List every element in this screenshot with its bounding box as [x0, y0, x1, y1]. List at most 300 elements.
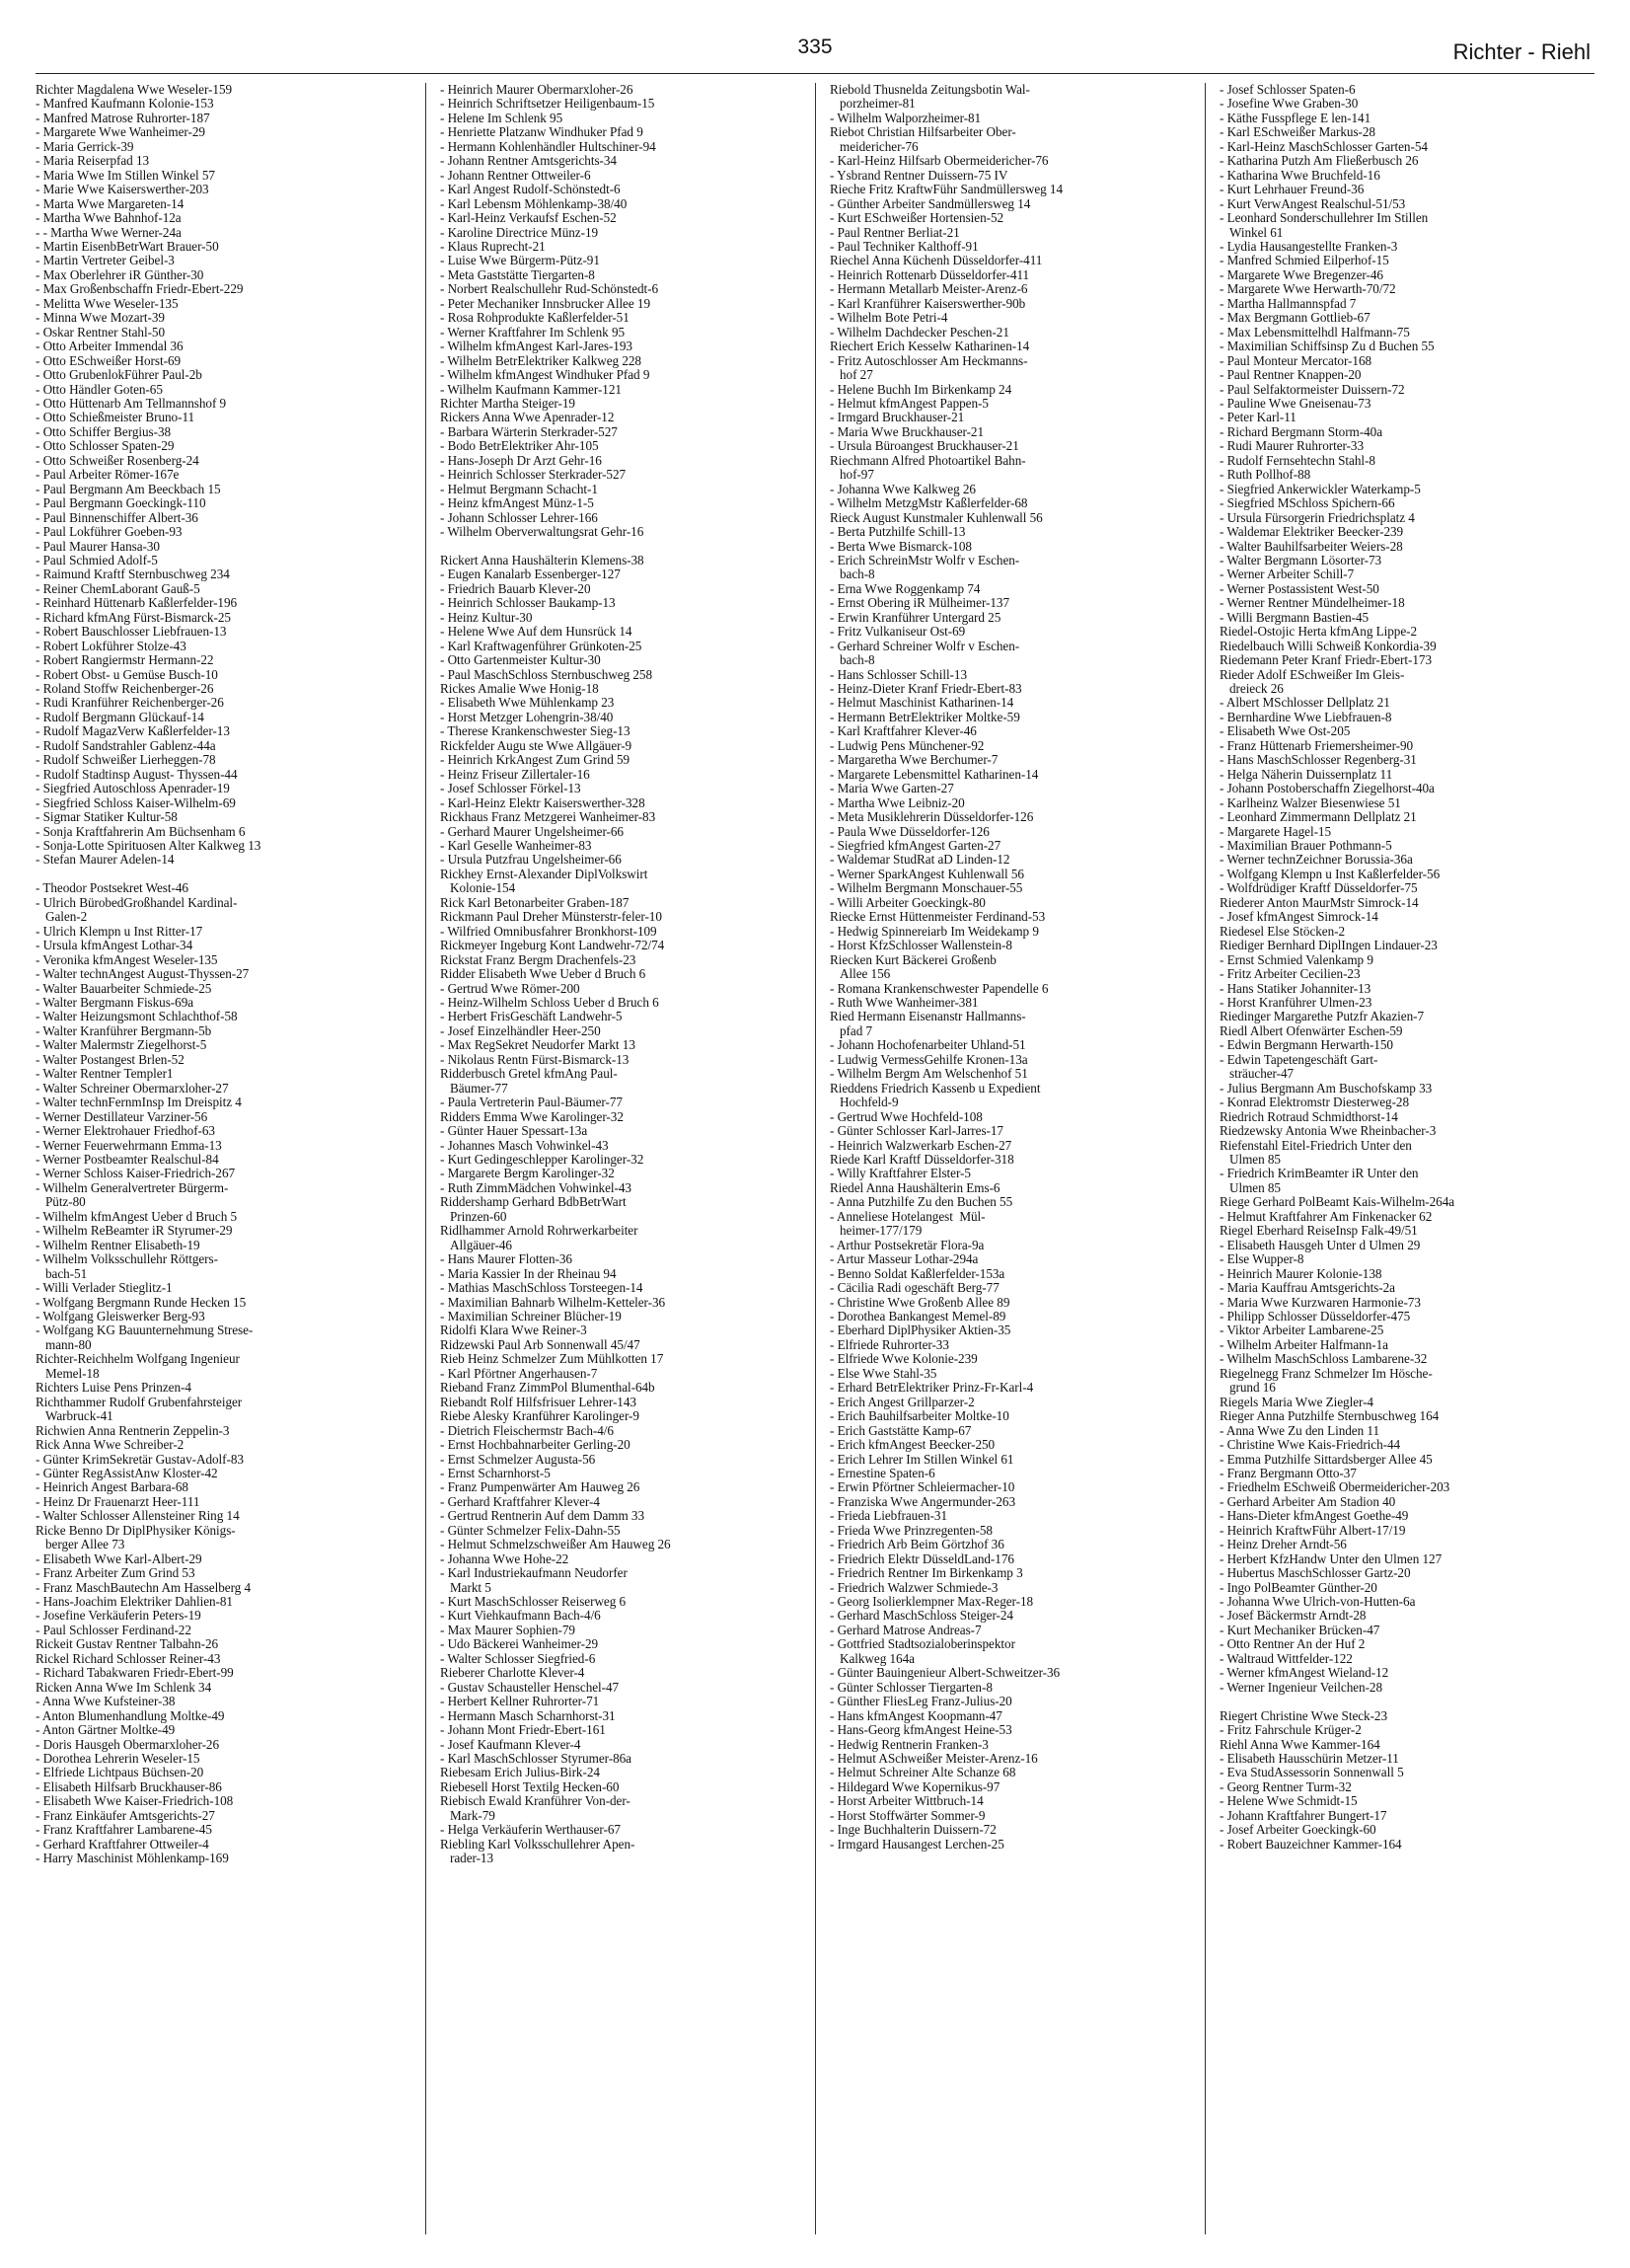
directory-entry: - Ruth ZimmMädchen Vohwinkel-43	[440, 1179, 631, 1195]
directory-entry: - Willi Verlader Stieglitz-1	[36, 1280, 173, 1296]
directory-entry: Ridder Elisabeth Wwe Ueber d Bruch 6	[440, 966, 646, 982]
directory-entry: - Theodor Postsekret West-46	[36, 880, 188, 896]
directory-entry: - Friedhelm ESchweiß Obermeidericher-203	[1220, 1479, 1450, 1495]
directory-entry: Riederer Anton MaurMstr Simrock-14	[1220, 894, 1419, 910]
directory-entry: - Bernhardine Wwe Liebfrauen-8	[1220, 709, 1392, 724]
directory-entry: - Heinz Kultur-30	[440, 609, 533, 625]
directory-entry: - Erhard BetrElektriker Prinz-Fr-Karl-4	[830, 1380, 1034, 1396]
directory-entry: - Kurt Mechaniker Brücken-47	[1220, 1622, 1380, 1637]
directory-entry: - Martha Hallmannspfad 7	[1220, 295, 1357, 311]
directory-entry: - Walter Bergmann Fiskus-69a	[36, 995, 194, 1010]
directory-entry: - Katharina Putzh Am Fließerbusch 26	[1220, 153, 1419, 169]
directory-entry: - Johanna Wwe Hohe-22	[440, 1550, 569, 1566]
directory-entry: - Irmgard Bruckhauser-21	[830, 410, 965, 425]
directory-entry: Riebot Christian Hilfsarbeiter Ober-	[830, 124, 1016, 140]
directory-entry: - Karl-Heinz Verkaufsf Eschen-52	[440, 210, 617, 226]
directory-entry: - Max Lebensmittelhdl Halfmann-75	[1220, 324, 1410, 340]
directory-entry: - Leonhard Sonderschullehrer Im Stillen	[1220, 210, 1429, 226]
directory-entry: - Meta Gaststätte Tiergarten-8	[440, 266, 595, 282]
directory-entry: - Heinz Dr Frauenarzt Heer-111	[36, 1493, 200, 1509]
column-4	[1205, 83, 1594, 2234]
directory-entry: - Horst Stoffwärter Sommer-9	[830, 1807, 986, 1823]
directory-entry: - Mathias MaschSchloss Torsteegen-14	[440, 1280, 643, 1296]
directory-entry: - Kurt VerwAngest Realschul-51/53	[1220, 195, 1406, 211]
directory-entry: - Helga Näherin Duissernplatz 11	[1220, 766, 1393, 782]
directory-entry: - Karl Pförtner Angerhausen-7	[440, 1365, 598, 1381]
directory-entry: - Irmgard Hausangest Lerchen-25	[830, 1836, 1004, 1852]
directory-entry: - Erwin Pförtner Schleiermacher-10	[830, 1479, 1015, 1495]
directory-entry: - Willy Kraftfahrer Elster-5	[830, 1166, 971, 1181]
directory-entry: - Fritz Fahrschule Krüger-2	[1220, 1722, 1362, 1738]
directory-entry: - Walter Kranführer Bergmann-5b	[36, 1022, 212, 1038]
directory-entry: - Hermann Metallarb Meister-Arenz-6	[830, 281, 1028, 297]
directory-entry: - Franz Arbeiter Zum Grind 53	[36, 1565, 195, 1581]
directory-entry: Ried Hermann Eisenanstr Hallmanns-	[830, 1009, 1026, 1024]
directory-entry: - Manfred Kaufmann Kolonie-153	[36, 96, 214, 112]
directory-entry: - Karoline Directrice Münz-19	[440, 224, 599, 240]
directory-entry: Rickes Amalie Wwe Honig-18	[440, 681, 599, 697]
directory-entry: - Gerhard Maurer Ungelsheimer-66	[440, 823, 624, 839]
directory-entry: - Max Großenbschaffn Friedr-Ebert-229	[36, 281, 244, 297]
directory-entry: - Josefine Wwe Graben-30	[1220, 96, 1359, 112]
directory-entry: - Margarete Wwe Bregenzer-46	[1220, 266, 1383, 282]
directory-entry: Riebisch Ewald Kranführer Von-der-	[440, 1793, 630, 1809]
directory-entry: - Anna Wwe Kufsteiner-38	[36, 1694, 176, 1709]
directory-entry: - Helene Wwe Auf dem Hunsrück 14	[440, 624, 632, 640]
directory-entry: - Julius Bergmann Am Buschofskamp 33	[1220, 1080, 1433, 1096]
directory-entry: - Hedwig Rentnerin Franken-3	[830, 1736, 989, 1752]
directory-entry: - Ernst Hochbahnarbeiter Gerling-20	[440, 1437, 630, 1453]
directory-entry: - Johanna Wwe Kalkweg 26	[830, 481, 976, 496]
directory-entry: sträucher-47	[1229, 1066, 1295, 1082]
directory-entry: - Cäcilia Radi ogeschäft Berg-77	[830, 1280, 1000, 1296]
directory-entry: grund 16	[1229, 1380, 1276, 1396]
directory-entry: - Heinrich Angest Barbara-68	[36, 1479, 188, 1495]
directory-entry: - Ysbrand Rentner Duissern-75 IV	[830, 167, 1008, 183]
directory-entry: - Rudi Maurer Ruhrorter-33	[1220, 438, 1365, 454]
directory-entry: - Günter Bauingenieur Albert-Schweitzer-36	[830, 1665, 1061, 1681]
directory-entry: - Elisabeth Wwe Kaiser-Friedrich-108	[36, 1793, 234, 1809]
directory-entry: - Erich SchreinMstr Wolfr v Eschen-	[830, 552, 1020, 567]
directory-entry: - Edwin Tapetengeschäft Gart-	[1220, 1051, 1378, 1067]
directory-entry: - Erich Lehrer Im Stillen Winkel 61	[830, 1451, 1014, 1467]
directory-entry: - Werner kfmAngest Wieland-12	[1220, 1665, 1389, 1681]
directory-entry: Riedl Albert Ofenwärter Eschen-59	[1220, 1022, 1403, 1038]
directory-entry: - Paul Rentner Knappen-20	[1220, 367, 1362, 383]
directory-entry: Rieberer Charlotte Klever-4	[440, 1665, 585, 1681]
directory-entry: Warbruck-41	[45, 1408, 113, 1424]
directory-entry: - Helga Verkäuferin Werthauser-67	[440, 1822, 621, 1838]
directory-entry: - Friedrich Bauarb Klever-20	[440, 580, 591, 596]
directory-entry	[1220, 1695, 1587, 1708]
directory-entry	[36, 868, 417, 881]
directory-entry: Mark-79	[450, 1807, 495, 1823]
directory-entry: - Emma Putzhilfe Sittardsberger Allee 45	[1220, 1451, 1433, 1467]
directory-entry: - Walter Malermstr Ziegelhorst-5	[36, 1037, 207, 1053]
directory-entry: - Josef kfmAngest Simrock-14	[1220, 909, 1378, 925]
directory-entry: - Gerhard MaschSchloss Steiger-24	[830, 1608, 1013, 1624]
directory-entry: - Manfred Schmied Eilperhof-15	[1220, 253, 1389, 268]
directory-entry: Riediger Bernhard DiplIngen Lindauer-23	[1220, 938, 1438, 953]
directory-entry: - Heinrich Schlosser Sterkrader-527	[440, 467, 627, 483]
directory-entry: - Kurt Gedingeschlepper Karolinger-32	[440, 1151, 644, 1167]
directory-entry: - Walter Bauarbeiter Schmiede-25	[36, 980, 212, 996]
column-1	[36, 83, 425, 2234]
directory-entry: - Paul Techniker Kalthoff-91	[830, 238, 979, 254]
directory-entry: Galen-2	[45, 909, 88, 925]
directory-entry: - Willi Arbeiter Goeckingk-80	[830, 894, 986, 910]
directory-entry: - Walter Heizungsmont Schlachthof-58	[36, 1009, 238, 1024]
directory-entry: - Josef Kaufmann Klever-4	[440, 1736, 581, 1752]
columns-container	[36, 83, 1594, 2234]
directory-entry: - Gustav Schausteller Henschel-47	[440, 1679, 620, 1695]
directory-entry: - Maria Kauffrau Amtsgerichts-2a	[1220, 1280, 1395, 1296]
directory-entry: - Helmut kfmAngest Pappen-5	[830, 395, 989, 411]
directory-entry: - Artur Masseur Lothar-294a	[830, 1251, 979, 1267]
directory-entry: - Rudi Kranführer Reichenberger-26	[36, 695, 224, 711]
directory-entry: - Heinrich Rottenarb Düsseldorfer-411	[830, 266, 1030, 282]
directory-entry: - Raimund Kraftf Sternbuschweg 234	[36, 567, 230, 582]
directory-entry: - Margarete Bergm Karolinger-32	[440, 1166, 615, 1181]
directory-entry: - Werner Kraftfahrer Im Schlenk 95	[440, 324, 626, 340]
directory-entry: - Günter Schlosser Karl-Jarres-17	[830, 1123, 1003, 1139]
directory-entry: - Margarete Hagel-15	[1220, 823, 1331, 839]
directory-entry: - Paul Rentner Berliat-21	[830, 224, 960, 240]
directory-entry: - Wilhelm Volksschullehr Röttgers-	[36, 1251, 218, 1267]
directory-entry: - Manfred Matrose Ruhrorter-187	[36, 110, 210, 125]
directory-entry: - Hans Maurer Flotten-36	[440, 1251, 572, 1267]
directory-entry: Richwien Anna Rentnerin Zeppelin-3	[36, 1422, 230, 1438]
directory-entry: Rieddens Friedrich Kassenb u Expedient	[830, 1080, 1041, 1096]
directory-entry: - Anton Blumenhandlung Moltke-49	[36, 1707, 225, 1723]
directory-entry: Riedel-Ostojic Herta kfmAng Lippe-2	[1220, 624, 1418, 640]
directory-entry: - Helene Im Schlenk 95	[440, 110, 563, 125]
directory-entry: Memel-18	[45, 1365, 100, 1381]
directory-entry: - Christine Wwe Kais-Friedrich-44	[1220, 1437, 1401, 1453]
directory-entry: - Rudolf Fernsehtechn Stahl-8	[1220, 452, 1375, 468]
directory-entry: Ulmen 85	[1229, 1179, 1281, 1195]
directory-entry: berger Allee 73	[45, 1537, 125, 1552]
directory-entry: - Else Wupper-8	[1220, 1251, 1304, 1267]
directory-entry: - Karl-Heinz MaschSchlosser Garten-54	[1220, 138, 1428, 154]
directory-entry: Bäumer-77	[450, 1080, 508, 1096]
directory-entry: - Margarete Wwe Wanheimer-29	[36, 124, 205, 140]
directory-entry: - Wilhelm Arbeiter Halfmann-1a	[1220, 1336, 1388, 1352]
directory-entry: - Ernst Scharnhorst-5	[440, 1465, 551, 1480]
directory-entry: - Otto Arbeiter Immendal 36	[36, 339, 184, 354]
directory-entry: - Karl Kranführer Kaiserswerther-90b	[830, 295, 1026, 311]
directory-entry: - Horst KfzSchlosser Wallenstein-8	[830, 938, 1012, 953]
directory-entry: - Kurt ESchweißer Hortensien-52	[830, 210, 1004, 226]
directory-entry: - Meta Musiklehrerin Düsseldorfer-126	[830, 809, 1034, 825]
directory-entry: - Karl-Heinz Hilfsarb Obermeidericher-76	[830, 153, 1049, 169]
directory-entry: - Helmut Schreiner Alte Schanze 68	[830, 1765, 1016, 1780]
directory-entry: - Wilhelm kfmAngest Ueber d Bruch 5	[36, 1208, 238, 1224]
directory-entry: - Erna Wwe Roggenkamp 74	[830, 580, 981, 596]
directory-entry: - Otto Schweißer Rosenberg-24	[36, 452, 199, 468]
directory-entry: - Friedrich Walzwer Schmiede-3	[830, 1579, 999, 1595]
directory-entry: - Günter Hauer Spessart-13a	[440, 1123, 588, 1139]
directory-entry: - Elisabeth Wwe Mühlenkamp 23	[440, 695, 615, 711]
directory-entry: - Elisabeth Hausschürin Metzer-11	[1220, 1751, 1399, 1767]
directory-entry: rader-13	[450, 1851, 493, 1866]
directory-entry: Kalkweg 164a	[840, 1650, 915, 1666]
directory-entry: mann-80	[45, 1336, 92, 1352]
directory-entry: - Fritz Autoschlosser Am Heckmanns-	[830, 352, 1028, 368]
directory-entry: Riefenstahl Eitel-Friedrich Unter den	[1220, 1137, 1412, 1153]
directory-entry: - Kurt Lehrhauer Freund-36	[1220, 182, 1365, 197]
directory-entry: - Günter KrimSekretär Gustav-Adolf-83	[36, 1451, 244, 1467]
directory-entry: - Karl ESchweißer Markus-28	[1220, 124, 1375, 140]
directory-entry: Rick Karl Betonarbeiter Graben-187	[440, 894, 630, 910]
directory-entry: - Rudolf Bergmann Glückauf-14	[36, 709, 204, 724]
directory-entry: Riddershamp Gerhard BdbBetrWart	[440, 1194, 627, 1210]
directory-entry: - Karl Angest Rudolf-Schönstedt-6	[440, 182, 621, 197]
directory-entry: - Pauline Wwe Gneisenau-73	[1220, 395, 1371, 411]
directory-entry: - Josef Einzelhändler Heer-250	[440, 1022, 601, 1038]
directory-entry: - Waldemar Elektriker Beecker-239	[1220, 524, 1404, 540]
directory-entry: - Anton Gärtner Moltke-49	[36, 1722, 176, 1738]
directory-entry: - Helmut Maschinist Katharinen-14	[830, 695, 1014, 711]
directory-entry: - Franz Pumpenwärter Am Hauweg 26	[440, 1479, 640, 1495]
directory-entry: - Leonhard Zimmermann Dellplatz 21	[1220, 809, 1417, 825]
directory-entry: - Rudolf Stadtinsp August- Thyssen-44	[36, 766, 238, 782]
directory-entry: - Friedrich Arb Beim Görtzhof 36	[830, 1537, 1004, 1552]
directory-entry: - Paul Maurer Hansa-30	[36, 538, 160, 554]
directory-entry: - Robert Lokführer Stolze-43	[36, 638, 186, 653]
directory-entry: - Franz Einkäufer Amtsgerichts-27	[36, 1807, 215, 1823]
directory-entry: - Elisabeth Wwe Karl-Albert-29	[36, 1550, 202, 1566]
directory-entry: - Gertrud Rentnerin Auf dem Damm 33	[440, 1508, 645, 1524]
directory-entry: dreieck 26	[1229, 681, 1284, 697]
directory-entry: - Dorothea Lehrerin Weseler-15	[36, 1751, 200, 1767]
directory-entry: - Sonja-Lotte Spirituosen Alter Kalkweg 13	[36, 838, 261, 854]
directory-entry: - Helmut ASchweißer Meister-Arenz-16	[830, 1751, 1038, 1767]
directory-entry: - Paul Binnenschiffer Albert-36	[36, 509, 198, 525]
directory-entry: Rickel Richard Schlosser Reiner-43	[36, 1650, 221, 1666]
directory-entry: - Heinrich KrkAngest Zum Grind 59	[440, 752, 630, 768]
directory-entry: - Werner Arbeiter Schill-7	[1220, 567, 1355, 582]
directory-entry: - Paul Bergmann Goeckingk-110	[36, 495, 206, 511]
directory-entry: - Johann Rentner Amtsgerichts-34	[440, 153, 617, 169]
directory-entry: Rickstat Franz Bergm Drachenfels-23	[440, 951, 636, 967]
directory-entry: - Wilhelm ReBeamter iR Styrumer-29	[36, 1223, 233, 1239]
directory-entry: - Helmut Bergmann Schacht-1	[440, 481, 598, 496]
directory-entry: Riebold Thusnelda Zeitungsbotin Wal-	[830, 82, 1030, 97]
directory-entry: Riedesel Else Stöcken-2	[1220, 923, 1346, 939]
directory-entry: Riehl Anna Wwe Kammer-164	[1220, 1736, 1380, 1752]
directory-entry: - Günter RegAssistAnw Kloster-42	[36, 1465, 218, 1480]
directory-entry: bach-8	[840, 567, 875, 582]
directory-entry: - Viktor Arbeiter Lambarene-25	[1220, 1323, 1384, 1338]
directory-entry: Riedinger Margarethe Putzfr Akazien-7	[1220, 1009, 1424, 1024]
directory-entry: Richter Magdalena Wwe Weseler-159	[36, 82, 233, 97]
directory-entry: - Wolfgang Bergmann Runde Hecken 15	[36, 1294, 247, 1310]
directory-entry: - Herbert KfzHandw Unter den Ulmen 127	[1220, 1550, 1443, 1566]
directory-entry: - Wilhelm BetrElektriker Kalkweg 228	[440, 352, 641, 368]
directory-entry: - Otto Hüttenarb Am Tellmannshof 9	[36, 395, 227, 411]
directory-entry: - Hans-Joachim Elektriker Dahlien-81	[36, 1594, 233, 1610]
directory-entry: - Karl Lebensm Möhlenkamp-38/40	[440, 195, 628, 211]
directory-entry: - Wilhelm MaschSchloss Lambarene-32	[1220, 1351, 1428, 1367]
directory-entry: - Werner technZeichner Borussia-36a	[1220, 852, 1413, 868]
directory-entry: - Otto Schlosser Spaten-29	[36, 438, 175, 454]
column-3	[815, 83, 1205, 2234]
directory-entry: - Siegfried kfmAngest Garten-27	[830, 838, 1001, 854]
directory-entry: - Johann Mont Friedr-Ebert-161	[440, 1722, 606, 1738]
directory-entry: - Ulrich BürobedGroßhandel Kardinal-	[36, 894, 238, 910]
directory-entry: - Wilhelm Kaufmann Kammer-121	[440, 381, 622, 397]
directory-entry: Riede Karl Kraftf Düsseldorfer-318	[830, 1151, 1014, 1167]
directory-entry: - Gerhard Matrose Andreas-7	[830, 1622, 982, 1637]
directory-entry: - Maria Wwe Kurzwaren Harmonie-73	[1220, 1294, 1421, 1310]
directory-entry: - - Martha Wwe Werner-24a	[36, 224, 182, 240]
directory-entry: - Melitta Wwe Weseler-135	[36, 295, 179, 311]
directory-entry	[440, 540, 807, 554]
directory-entry: - Anneliese Hotelangest Mül-	[830, 1208, 986, 1224]
directory-entry: - Paula Wwe Düsseldorfer-126	[830, 823, 990, 839]
directory-entry: - Paul MaschSchloss Sternbuschweg 258	[440, 666, 652, 682]
directory-entry: - Horst Kranführer Ulmen-23	[1220, 995, 1372, 1010]
directory-entry: - Hildegard Wwe Kopernikus-97	[830, 1778, 1000, 1794]
directory-entry: - Günther Arbeiter Sandmüllersweg 14	[830, 195, 1031, 211]
directory-entry: - Johann Rentner Ottweiler-6	[440, 167, 591, 183]
directory-entry: - Günter Schmelzer Felix-Dahn-55	[440, 1522, 621, 1538]
directory-entry: - Margaretha Wwe Berchumer-7	[830, 752, 999, 768]
directory-entry: - Edwin Bergmann Herwarth-150	[1220, 1037, 1393, 1053]
directory-entry: - Franz Kraftfahrer Lambarene-45	[36, 1822, 212, 1838]
directory-entry: - Paul Schlosser Ferdinand-22	[36, 1622, 191, 1637]
directory-entry: - Wolfgang Klempn u Inst Kaßlerfelder-56	[1220, 866, 1441, 881]
directory-entry: - Paul Schmied Adolf-5	[36, 552, 158, 567]
directory-entry: Riecken Kurt Bäckerei Großenb	[830, 951, 997, 967]
directory-entry: Markt 5	[450, 1579, 491, 1595]
directory-entry: Riegel Eberhard ReiseInsp Falk-49/51	[1220, 1223, 1418, 1239]
directory-entry: - Wolfgang Gleiswerker Berg-93	[36, 1308, 205, 1323]
directory-entry: - Wilhelm Bergm Am Welschenhof 51	[830, 1066, 1028, 1082]
directory-entry: - Walter Bergmann Lösorter-73	[1220, 552, 1382, 567]
directory-entry: Riegels Maria Wwe Ziegler-4	[1220, 1394, 1373, 1409]
directory-entry: Riedrich Rotraud Schmidthorst-14	[1220, 1108, 1398, 1124]
directory-entry: - Werner Ingenieur Veilchen-28	[1220, 1679, 1383, 1695]
directory-entry: Ricke Benno Dr DiplPhysiker Königs-	[36, 1522, 236, 1538]
directory-entry: - Helene Wwe Schmidt-15	[1220, 1793, 1358, 1809]
directory-entry: - Veronika kfmAngest Weseler-135	[36, 951, 218, 967]
directory-entry: Allee 156	[840, 966, 891, 982]
directory-entry: - Erwin Kranführer Untergard 25	[830, 609, 1001, 625]
directory-entry: - Johann Kraftfahrer Bungert-17	[1220, 1807, 1387, 1823]
directory-entry: - Elisabeth Hilfsarb Bruckhauser-86	[36, 1778, 222, 1794]
directory-entry: - Martha Wwe Leibniz-20	[830, 794, 965, 810]
directory-entry: - Ingo PolBeamter Günther-20	[1220, 1579, 1377, 1595]
directory-entry: - Robert Obst- u Gemüse Busch-10	[36, 666, 218, 682]
directory-entry: - Ursula Büroangest Bruckhauser-21	[830, 438, 1019, 454]
directory-entry: Rick Anna Wwe Schreiber-2	[36, 1437, 185, 1453]
directory-entry: - Josefine Verkäuferin Peters-19	[36, 1608, 201, 1624]
directory-entry: - Dorothea Bankangest Memel-89	[830, 1308, 1006, 1323]
directory-entry: - Erich kfmAngest Beecker-250	[830, 1437, 996, 1453]
directory-entry: - Harry Maschinist Möhlenkamp-169	[36, 1851, 229, 1866]
directory-entry: - Ludwig Pens Münchener-92	[830, 737, 985, 753]
directory-entry: - Günther FliesLeg Franz-Julius-20	[830, 1694, 1012, 1709]
directory-entry: - Werner SparkAngest Kuhlenwall 56	[830, 866, 1024, 881]
directory-entry: - Johanna Wwe Ulrich-von-Hutten-6a	[1220, 1594, 1416, 1610]
directory-entry: - Heinz-Dieter Kranf Friedr-Ebert-83	[830, 681, 1022, 697]
directory-entry: - Hubertus MaschSchlosser Gartz-20	[1220, 1565, 1411, 1581]
directory-entry: - Josef Arbeiter Goeckingk-60	[1220, 1822, 1376, 1838]
directory-entry: - Maria Wwe Im Stillen Winkel 57	[36, 167, 215, 183]
directory-entry: - Wilhelm Rentner Elisabeth-19	[36, 1237, 200, 1252]
directory-entry: - Udo Bäckerei Wanheimer-29	[440, 1636, 599, 1652]
directory-entry: - Walter Schreiner Obermarxloher-27	[36, 1080, 229, 1096]
directory-entry: - Gerhard Schreiner Wolfr v Eschen-	[830, 638, 1020, 653]
directory-entry: - Wilhelm Dachdecker Peschen-21	[830, 324, 1009, 340]
directory-entry: - Stefan Maurer Adelen-14	[36, 852, 175, 868]
directory-entry: - Wilhelm Bergmann Monschauer-55	[830, 880, 1023, 896]
entry-list	[830, 83, 1197, 1852]
directory-entry: - Max RegSekret Neudorfer Markt 13	[440, 1037, 635, 1053]
directory-entry: - Ruth Wwe Wanheimer-381	[830, 995, 979, 1010]
directory-entry: - Heinrich KraftwFühr Albert-17/19	[1220, 1522, 1406, 1538]
running-head: Richter - Riehl	[1452, 39, 1591, 64]
directory-entry: - Werner Postbeamter Realschul-84	[36, 1151, 219, 1167]
directory-entry: - Martin Vertreter Geibel-3	[36, 253, 175, 268]
directory-entry: - Frieda Wwe Prinzregenten-58	[830, 1522, 993, 1538]
directory-entry: Riedzewsky Antonia Wwe Rheinbacher-3	[1220, 1123, 1437, 1139]
directory-entry: - Nikolaus Rentn Fürst-Bismarck-13	[440, 1051, 630, 1067]
directory-entry: - Gerhard Arbeiter Am Stadion 40	[1220, 1493, 1396, 1509]
entry-list	[36, 83, 417, 1866]
directory-entry: - Wolfdrüdiger Kraftf Düsseldorfer-75	[1220, 880, 1418, 896]
directory-entry: Prinzen-60	[450, 1208, 507, 1224]
directory-entry: Rieband Franz ZimmPol Blumenthal-64b	[440, 1380, 655, 1396]
directory-entry: - Hans-Joseph Dr Arzt Gehr-16	[440, 452, 602, 468]
directory-entry: Riedemann Peter Kranf Friedr-Ebert-173	[1220, 652, 1432, 668]
directory-entry: - Käthe Fusspflege E len-141	[1220, 110, 1371, 125]
directory-entry: Riebesam Erich Julius-Birk-24	[440, 1765, 600, 1780]
directory-entry: Rickert Anna Haushälterin Klemens-38	[440, 552, 644, 567]
directory-entry: Rieche Fritz KraftwFühr Sandmüllersweg 14	[830, 182, 1064, 197]
directory-entry: - Friedrich Elektr DüsseldLand-176	[830, 1550, 1014, 1566]
directory-entry: Richters Luise Pens Prinzen-4	[36, 1380, 191, 1396]
directory-entry: - Inge Buchhalterin Duissern-72	[830, 1822, 997, 1838]
directory-entry: - Gertrud Wwe Hochfeld-108	[830, 1108, 983, 1124]
directory-entry: - Margarete Wwe Herwarth-70/72	[1220, 281, 1396, 297]
directory-entry: - Frieda Liebfrauen-31	[830, 1508, 947, 1524]
directory-entry: - Robert Bauzeichner Kammer-164	[1220, 1836, 1402, 1852]
directory-entry: - Maximilian Brauer Pothmann-5	[1220, 838, 1392, 854]
directory-entry: - Maximilian Bahnarb Wilhelm-Ketteler-36	[440, 1294, 666, 1310]
directory-entry: Ricken Anna Wwe Im Schlenk 34	[36, 1679, 212, 1695]
directory-entry: - Paul Arbeiter Römer-167e	[36, 467, 180, 483]
directory-entry: - Konrad Elektromstr Diesterweg-28	[1220, 1095, 1410, 1110]
directory-entry: Kolonie-154	[450, 880, 516, 896]
directory-entry: - Elfriede Wwe Kolonie-239	[830, 1351, 978, 1367]
directory-entry: - Otto Schiffer Bergius-38	[36, 423, 172, 439]
directory-entry: - Wilhelm Bote Petri-4	[830, 310, 948, 326]
directory-entry: - Peter Mechaniker Innsbrucker Allee 19	[440, 295, 650, 311]
directory-entry: Riedelbauch Willi Schweiß Konkordia-39	[1220, 638, 1437, 653]
directory-entry: - Siegfried Schloss Kaiser-Wilhelm-69	[36, 794, 236, 810]
directory-entry: Riebandt Rolf Hilfsfrisuer Lehrer-143	[440, 1394, 636, 1409]
directory-entry: - Rudolf Schweißer Lierheggen-78	[36, 752, 216, 768]
directory-entry: - Luise Wwe Bürgerm-Pütz-91	[440, 253, 600, 268]
directory-entry: bach-51	[45, 1265, 88, 1281]
entry-list	[440, 83, 807, 1866]
directory-entry: - Karlheinz Walzer Biesenwiese 51	[1220, 794, 1401, 810]
directory-entry: bach-8	[840, 652, 875, 668]
directory-entry: - Paul Bergmann Am Beeckbach 15	[36, 481, 221, 496]
